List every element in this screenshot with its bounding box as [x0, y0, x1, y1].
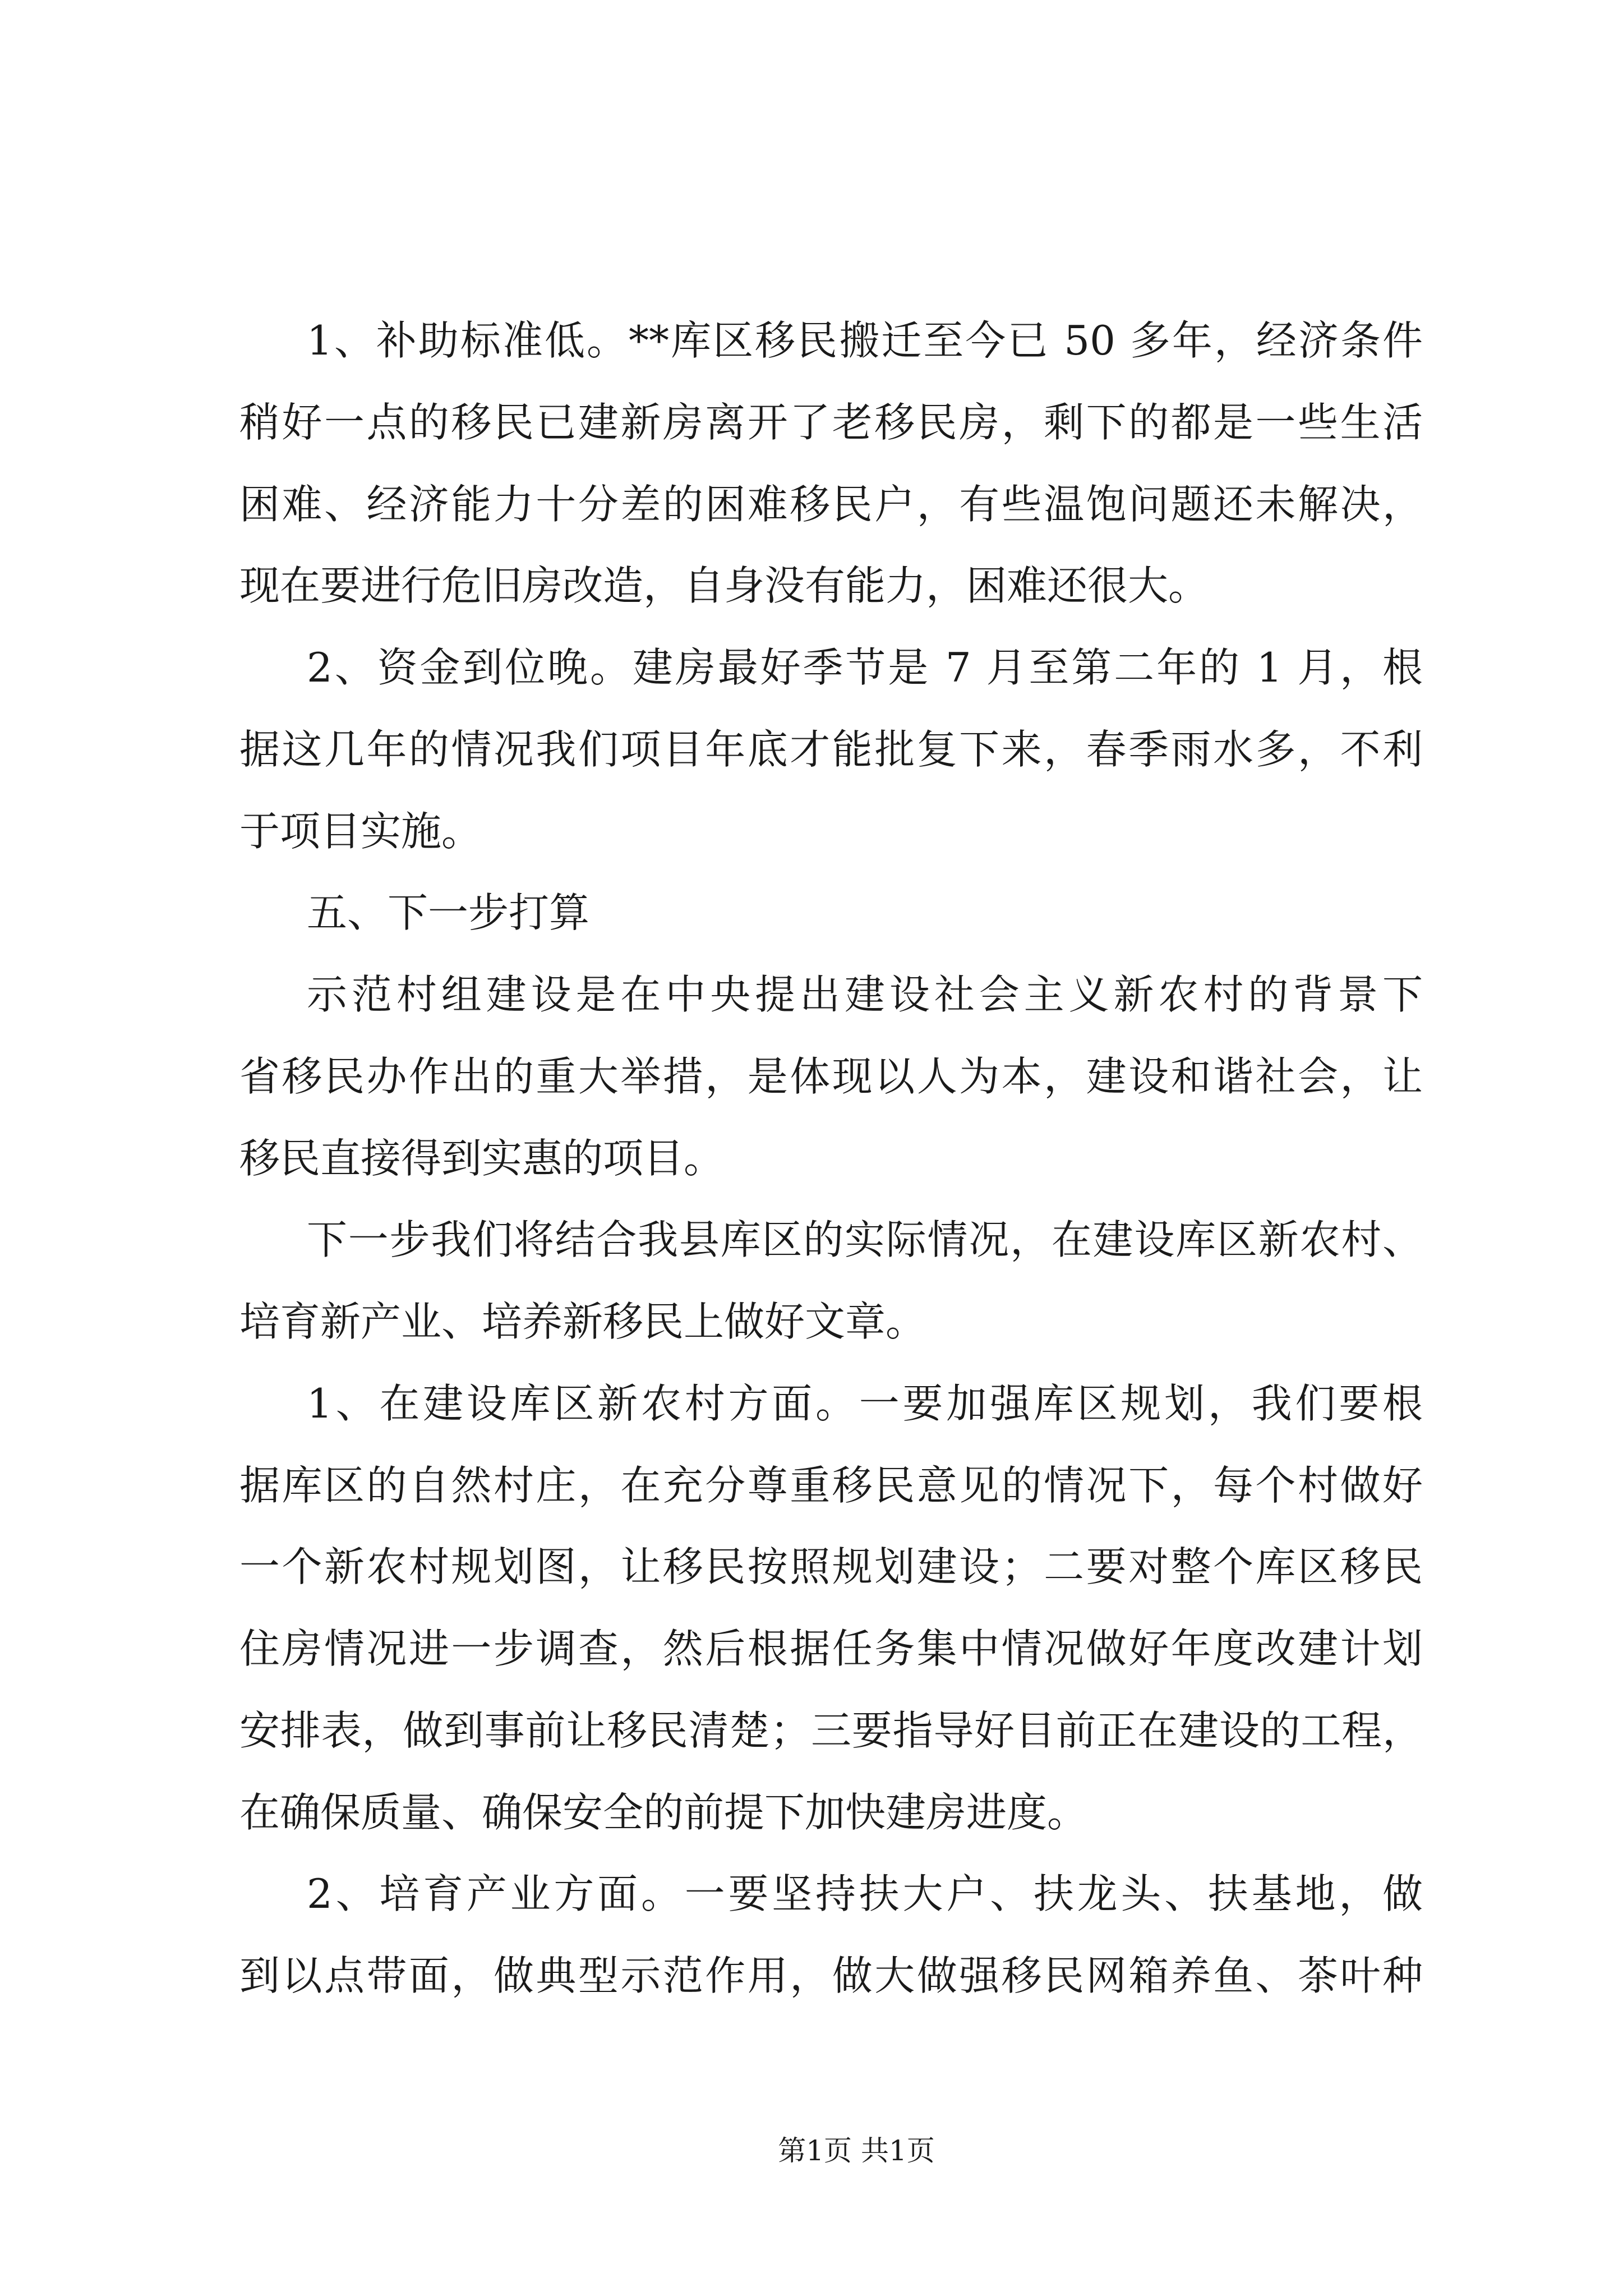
- paragraph: [239, 627, 1423, 872]
- paragraph: [239, 300, 1423, 627]
- body-line: 2、培育产业方面。一要坚持扶大户、扶龙头、扶基地，做: [307, 1870, 1423, 1918]
- body-line: 安排表，做到事前让移民清楚；三要指导好目前正在建设的工程，: [239, 1706, 1423, 1754]
- body-line: 移民直接得到实惠的项目。: [239, 1134, 725, 1182]
- document-body: [239, 300, 1423, 2017]
- body-line: 下一步我们将结合我县库区的实际情况，在建设库区新农村、: [307, 1216, 1423, 1264]
- page-footer: 第1页 共1页: [778, 2134, 935, 2167]
- body-line: 五、下一步打算: [307, 889, 590, 937]
- body-line: 到以点带面，做典型示范作用，做大做强移民网箱养鱼、茶叶种: [239, 1952, 1423, 1999]
- body-line: 培育新产业、培养新移民上做好文章。: [239, 1298, 926, 1345]
- body-line: 在确保质量、确保安全的前提下加快建房进度。: [239, 1788, 1088, 1836]
- paragraph: [239, 1199, 1423, 1363]
- paragraph: [239, 1363, 1423, 1854]
- body-line: 1、补助标准低。**库区移民搬迁至今已 50 多年，经济条件: [307, 317, 1423, 364]
- body-line: 省移民办作出的重大举措，是体现以人为本，建设和谐社会，让: [239, 1052, 1423, 1100]
- body-line: 住房情况进一步调查，然后根据任务集中情况做好年度改建计划: [239, 1625, 1423, 1672]
- section-heading: [239, 872, 1423, 954]
- body-line: 于项目实施。: [239, 807, 482, 855]
- paragraph: [239, 954, 1423, 1199]
- body-line: 困难、经济能力十分差的困难移民户，有些温饱问题还未解决，: [239, 480, 1423, 528]
- paragraph: [239, 1853, 1423, 2017]
- body-line: 据这几年的情况我们项目年底才能批复下来，春季雨水多，不利: [239, 725, 1423, 773]
- body-line: 稍好一点的移民已建新房离开了老移民房，剩下的都是一些生活: [239, 398, 1423, 446]
- body-line: 2、资金到位晚。建房最好季节是 7 月至第二年的 1 月，根: [307, 644, 1423, 691]
- body-line: 据库区的自然村庄，在充分尊重移民意见的情况下，每个村做好: [239, 1461, 1423, 1509]
- body-line: 1、在建设库区新农村方面。一要加强库区规划，我们要根: [307, 1379, 1423, 1427]
- body-line: 示范村组建设是在中央提出建设社会主义新农村的背景下: [307, 971, 1423, 1018]
- body-line: 一个新农村规划图，让移民按照规划建设；二要对整个库区移民: [239, 1543, 1423, 1591]
- body-line: 现在要进行危旧房改造，自身没有能力，困难还很大。: [239, 562, 1209, 610]
